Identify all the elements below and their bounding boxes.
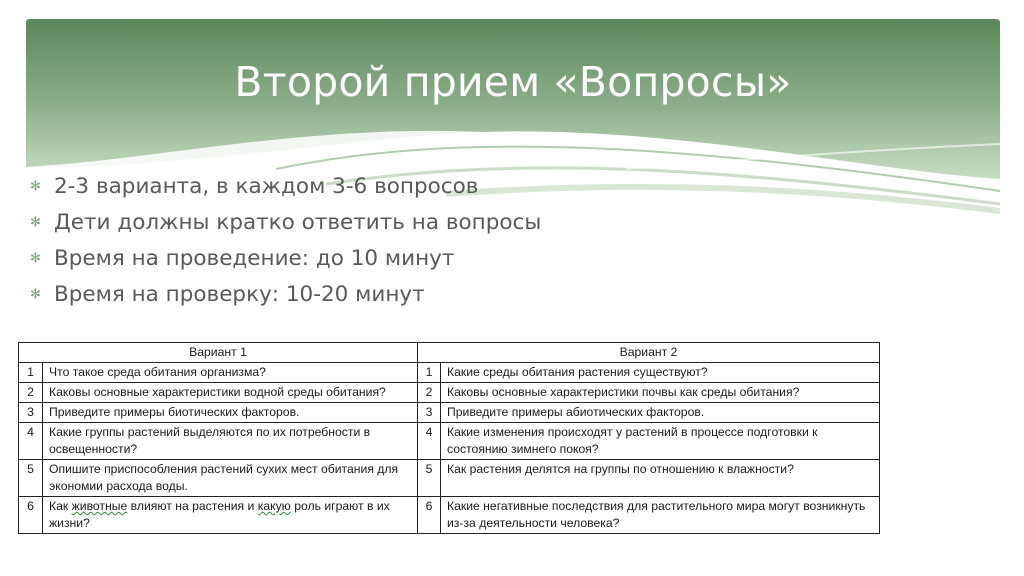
question-cell: Как растения делятся на группы по отношению к влажности?	[441, 460, 880, 497]
question-cell: Какие негативные последствия для растительного мира могут возникнуть из-за деятельности человека?	[441, 497, 880, 534]
question-cell: Каковы основные характеристики водной среды обитания?	[43, 383, 418, 403]
row-number: 3	[19, 403, 43, 423]
bullet-list	[30, 168, 541, 312]
bullet-text: Время на проведение: до 10 минут	[54, 245, 455, 271]
question-cell: Какие среды обитания растения существуют?	[441, 363, 880, 383]
asterisk-bullet-icon: ✻	[30, 214, 41, 230]
table-row	[19, 423, 880, 460]
row-number: 4	[418, 423, 441, 460]
table-row	[19, 403, 880, 423]
question-cell: Опишите приспособления растений сухих мест обитания для экономии расхода воды.	[43, 460, 418, 497]
question-cell: Каковы основные характеристики почвы как среды обитания?	[441, 383, 880, 403]
asterisk-bullet-icon: ✻	[30, 286, 41, 302]
bullet-item	[30, 276, 541, 312]
slide-title: Второй прием «Вопросы»	[234, 58, 792, 106]
table-row	[19, 460, 880, 497]
bullet-item	[30, 168, 541, 204]
bullet-text: 2-3 варианта, в каждом 3-6 вопросов	[54, 173, 479, 199]
row-number: 6	[19, 497, 43, 534]
question-cell	[43, 497, 418, 534]
bullet-item	[30, 240, 541, 276]
question-cell: Приведите примеры биотических факторов.	[43, 403, 418, 423]
header-variant-1: Вариант 1	[19, 343, 418, 363]
bullet-text: Дети должны кратко ответить на вопросы	[54, 209, 542, 235]
question-cell: Какие группы растений выделяются по их потребности в освещенности?	[43, 423, 418, 460]
row-number: 1	[19, 363, 43, 383]
row-number: 5	[418, 460, 441, 497]
row-number: 5	[19, 460, 43, 497]
row-number: 3	[418, 403, 441, 423]
questions-table	[18, 342, 880, 534]
table-row	[19, 363, 880, 383]
asterisk-bullet-icon: ✻	[30, 178, 41, 194]
question-text-part: роль играют в их жизни?	[49, 499, 390, 530]
table-row	[19, 497, 880, 534]
table-row	[19, 383, 880, 403]
row-number: 1	[418, 363, 441, 383]
bullet-item	[30, 204, 541, 240]
row-number: 2	[19, 383, 43, 403]
question-cell: Какие изменения происходят у растений в процессе подготовки к состоянию зимнего покоя?	[441, 423, 880, 460]
question-cell: Приведите примеры абиотических факторов.	[441, 403, 880, 423]
bullet-text: Время на проверку: 10-20 минут	[54, 281, 425, 307]
question-text-part: Как	[49, 499, 72, 513]
table-header-row	[19, 343, 880, 363]
row-number: 6	[418, 497, 441, 534]
question-cell: Что такое среда обитания организма?	[43, 363, 418, 383]
row-number: 2	[418, 383, 441, 403]
asterisk-bullet-icon: ✻	[30, 250, 41, 266]
row-number: 4	[19, 423, 43, 460]
header-variant-2: Вариант 2	[418, 343, 880, 363]
question-text-part: влияют на растения и	[127, 499, 258, 513]
spellcheck-underlined-word: какую	[257, 499, 291, 513]
spellcheck-underlined-word: животные	[71, 499, 128, 513]
